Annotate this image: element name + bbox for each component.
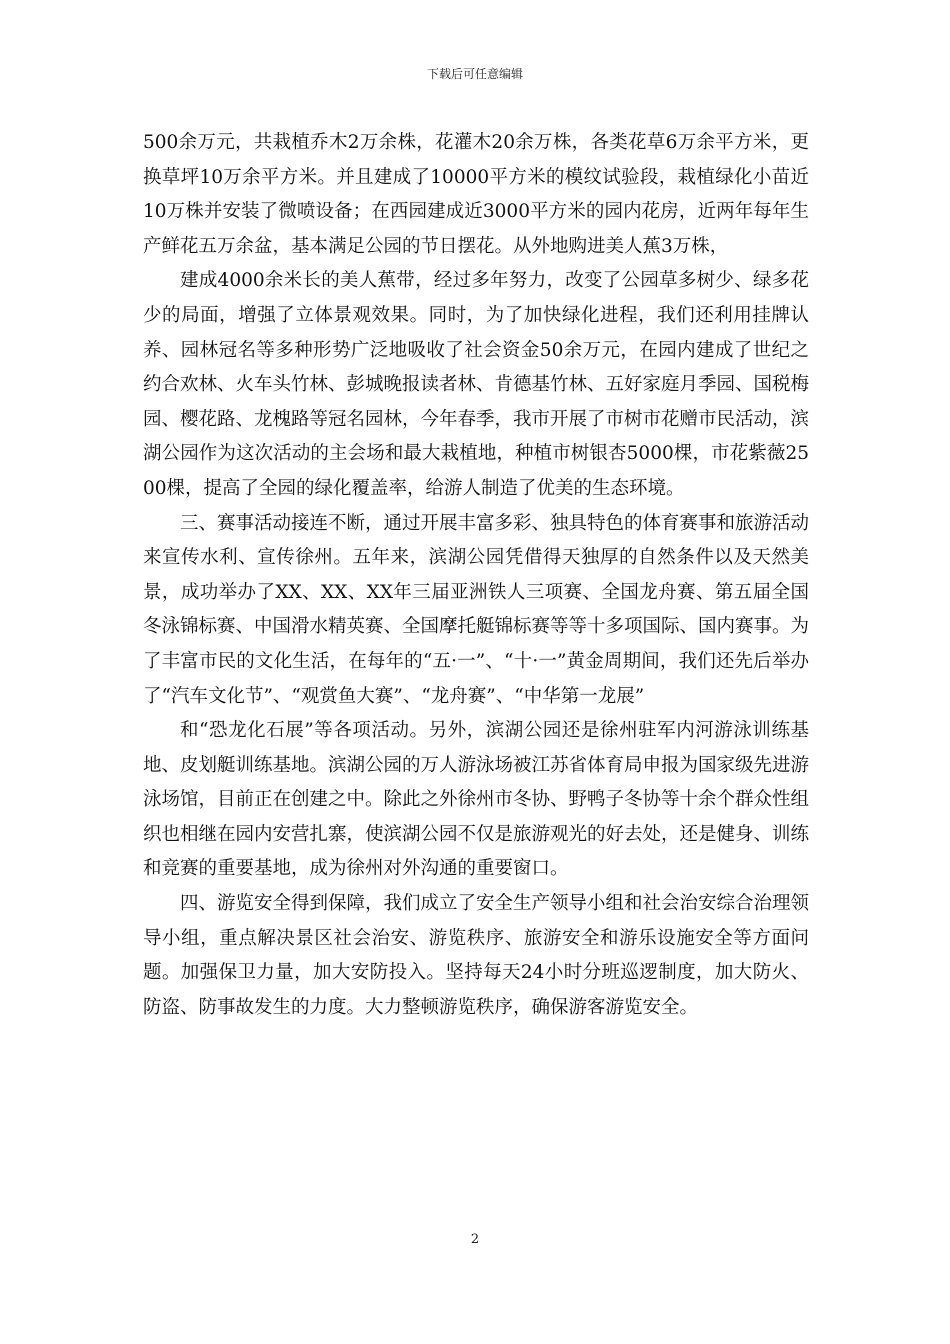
- document-body: [143, 126, 809, 1025]
- paragraph-5: 四、游览安全得到保障，我们成立了安全生产领导小组和社会治安综合治理领导小组，重点解决景区社会治安、游览秩序、旅游安全和游乐设施安全等方面问题。加强保卫力量，加大安防投入。坚持每天24小时分班巡逻制度，加大防火、防盗、防事故发生的力度。大力整顿游览秩序，确保游客游览安全。: [143, 893, 810, 1018]
- paragraph-1: 500余万元，共栽植乔木2万余株，花灌木20余万株，各类花草6万余平方米，更换草坪10万余平方米。并且建成了10000平方米的模纹试验段，栽植绿化小苗近10万株并安装了微喷设备；在西园建成近3000平方米的园内花房，近两年每年生产鲜花五万余盆，基本满足公园的节日摆花。从外地购进美人蕉3万株，: [143, 132, 809, 257]
- paragraph-3: 三、赛事活动接连不断，通过开展丰富多彩、独具特色的体育赛事和旅游活动来宣传水利、宣传徐州。五年来，滨湖公园凭借得天独厚的自然条件以及天然美景，成功举办了XX、XX、XX年三届亚洲铁人三项赛、全国龙舟赛、第五届全国冬泳锦标赛、中国滑水精英赛、全国摩托艇锦标赛等等十多项国际、国内赛事。为了丰富市民的文化生活，在每年的“五·一”、“十·一”黄金周期间，我们还先后举办了“汽车文化节”、“观赏鱼大赛”、“龙舟赛”、“中华第一龙展”: [143, 512, 810, 707]
- paragraph-2: 建成4000余米长的美人蕉带，经过多年努力，改变了公园草多树少、绿多花少的局面，增强了立体景观效果。同时，为了加快绿化进程，我们还利用挂牌认养、园林冠名等多种形势广泛地吸收了社会资金50余万元，在园内建成了世纪之约合欢林、火车头竹林、彭城晚报读者林、肯德基竹林、五好家庭月季园、国税梅园、樱花路、龙槐路等冠名园林，今年春季，我市开展了市树市花赠市民活动，滨湖公园作为这次活动的主会场和最大栽植地，种植市树银杏5000棵，市花紫薇2500棵，提高了全园的绿化覆盖率，给游人制造了优美的生态环境。: [143, 270, 810, 499]
- paragraph-4: 和“恐龙化石展”等各项活动。另外，滨湖公园还是徐州驻军内河游泳训练基地、皮划艇训练基地。滨湖公园的万人游泳场被江苏省体育局申报为国家级先进游泳场馆，目前正在创建之中。除此之外徐州市冬协、野鸭子冬协等十余个群众性组织也相继在园内安营扎寨，使滨湖公园不仅是旅游观光的好去处，还是健身、训练和竞赛的重要基地，成为徐州对外沟通的重要窗口。: [143, 720, 810, 880]
- page-number: 2: [470, 1232, 480, 1247]
- page-header: 下载后可任意编辑: [426, 67, 523, 81]
